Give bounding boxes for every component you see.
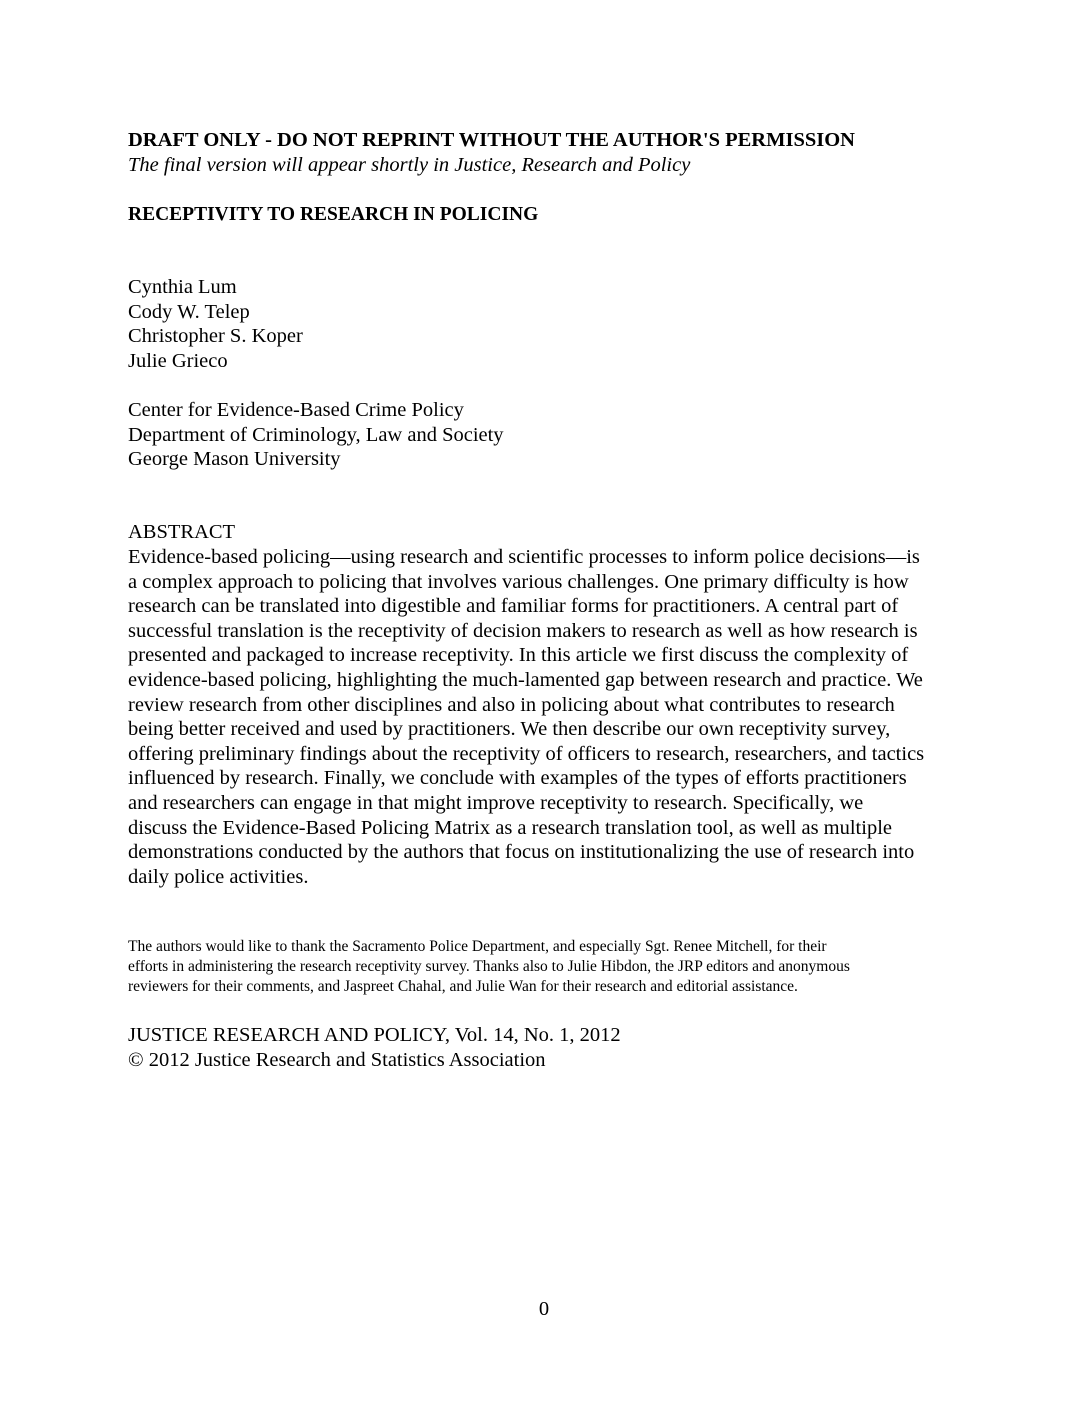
draft-subtitle: The final version will appear shortly in Justice, Research and Policy (128, 154, 691, 176)
affiliation (128, 398, 968, 472)
abstract-line: research can be translated into digestible and familiar forms for practitioners. A central part of (128, 595, 899, 618)
abstract-line: discuss the Evidence-Based Policing Matrix as a research translation tool, as well as multiple (128, 816, 892, 839)
abstract-line: and researchers can engage in that might improve receptivity to research. Specifically, we (128, 791, 864, 814)
abstract-line: demonstrations conducted by the authors that focus on institutionalizing the use of research into (128, 841, 915, 864)
paper-title: RECEPTIVITY TO RESEARCH IN POLICING (128, 204, 539, 225)
page-number: 0 (538, 1298, 550, 1320)
affiliation-line: George Mason University (128, 448, 341, 471)
journal-reference: JUSTICE RESEARCH AND POLICY, Vol. 14, No. 1, 2012 (128, 1024, 621, 1046)
abstract-line: a complex approach to policing that involves various challenges. One primary difficulty is how (128, 570, 909, 593)
author-name: Christopher S. Koper (128, 325, 303, 348)
author-name: Cody W. Telep (128, 300, 250, 323)
abstract-line: review research from other disciplines and also in policing about what contributes to research (128, 693, 895, 716)
acknowledgement-line: reviewers for their comments, and Jaspreet Chahal, and Julie Wan for their research and editorial assistance. (128, 978, 798, 996)
journal-citation (128, 1023, 968, 1072)
acknowledgement (128, 937, 968, 998)
affiliation-line: Center for Evidence-Based Crime Policy (128, 399, 464, 421)
abstract-line: Evidence-based policing—using research and scientific processes to inform police decisions—is (128, 546, 920, 568)
affiliation-line: Department of Criminology, Law and Society (128, 423, 504, 446)
copyright-notice: © 2012 Justice Research and Statistics Association (128, 1048, 546, 1071)
abstract-line: evidence-based policing, highlighting the much-lamented gap between research and practice. We (128, 668, 923, 691)
abstract-heading: ABSTRACT (128, 521, 236, 543)
abstract-line: successful translation is the receptivity of decision makers to research as well as how research is (128, 619, 918, 642)
author-name: Cynthia Lum (128, 276, 237, 298)
author-name: Julie Grieco (128, 349, 228, 372)
abstract-line: offering preliminary findings about the receptivity of officers to research, researchers, and tactics (128, 742, 925, 765)
author-list (128, 275, 968, 373)
abstract-line: influenced by research. Finally, we conclude with examples of the types of efforts practitioners (128, 767, 907, 790)
acknowledgement-line: The authors would like to thank the Sacramento Police Department, and especially Sgt. Renee Mitchell, for their (128, 938, 827, 955)
draft-notice: DRAFT ONLY - DO NOT REPRINT WITHOUT THE AUTHOR'S PERMISSION (128, 129, 855, 151)
acknowledgement-line: efforts in administering the research receptivity survey. Thanks also to Julie Hibdon, the JRP editors and anonymous (128, 958, 850, 976)
abstract-body (128, 545, 968, 889)
abstract-line: daily police activities. (128, 865, 309, 888)
abstract-line: presented and packaged to increase receptivity. In this article we first discuss the complexity of (128, 644, 909, 667)
abstract-line: being better received and used by practitioners. We then describe our own receptivity survey, (128, 718, 891, 741)
